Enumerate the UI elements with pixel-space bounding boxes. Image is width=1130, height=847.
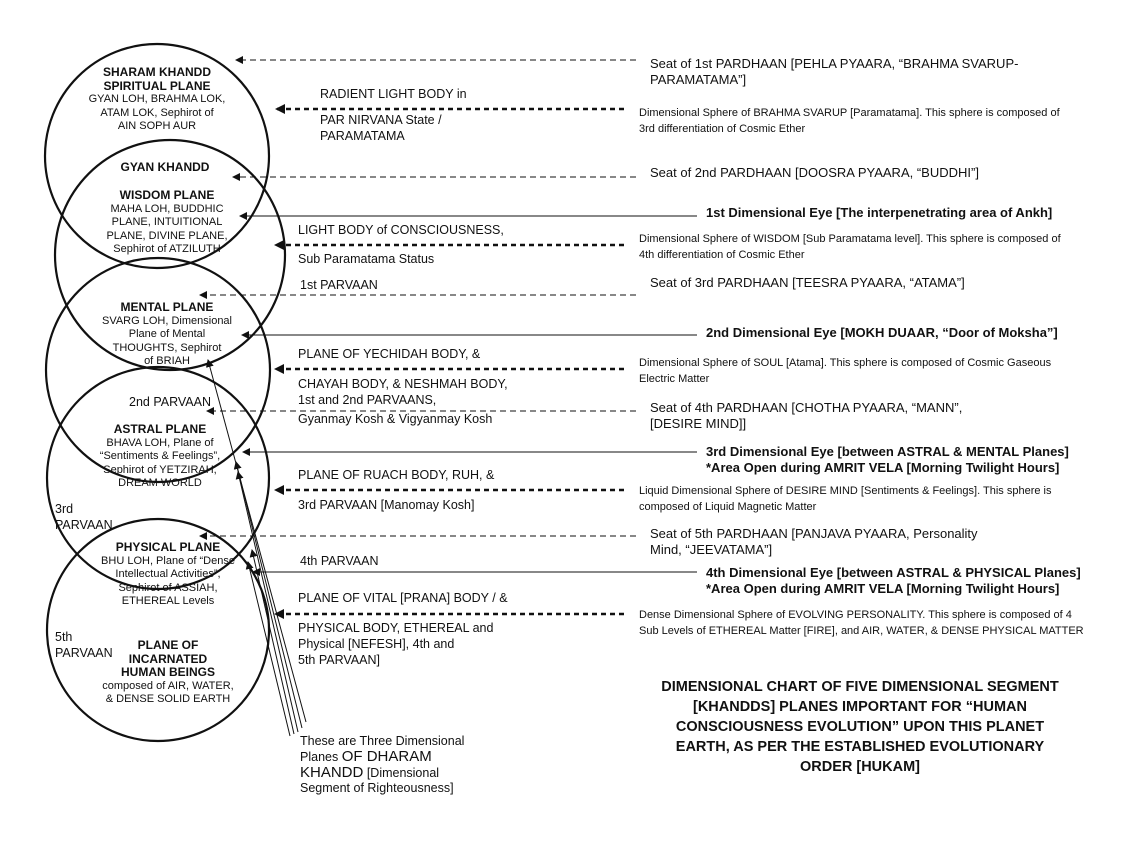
seat-1-line: Seat of 1st PARDHAAN [PEHLA PYAARA, “BRAHMA SVARUP- <box>650 56 1019 71</box>
body-ruach-line: 3rd PARVAAN [Manomay Kosh] <box>298 498 475 512</box>
dharam-note-part: Planes <box>300 750 342 764</box>
parvaan-3-label <box>55 501 113 533</box>
parvaan-4-label: 4th PARVAAN <box>300 554 379 568</box>
sphere-astral-text <box>85 423 235 491</box>
body-ruach-label <box>298 467 494 513</box>
dharam-note-line <box>300 749 464 765</box>
seat-5-label <box>650 526 978 558</box>
sphere-physical-line: Intellectual Activities”, <box>115 568 221 580</box>
dim-sphere-evolving <box>639 607 1084 639</box>
dim-sphere-wisdom <box>639 231 1061 263</box>
parvaan-1-label: 1st PARVAAN <box>300 278 378 292</box>
chart-title-line: EARTH, AS PER THE ESTABLISHED EVOLUTIONARY <box>675 739 1045 755</box>
pointer-dharam-astral <box>236 462 302 728</box>
body-yechidah-label <box>298 346 508 427</box>
chart-title-line: DIMENSIONAL CHART OF FIVE DIMENSIONAL SEGMENT <box>661 679 1059 695</box>
body-ruach-line: PLANE OF RUACH BODY, RUH, & <box>298 468 495 482</box>
pointer-dharam-physical-2 <box>248 562 290 736</box>
sphere-astral-plane: ASTRAL PLANE <box>113 422 207 436</box>
seat-5-line: Mind, “JEEVATAMA”] <box>650 542 773 557</box>
body-light-line: LIGHT BODY of CONSCIOUSNESS, <box>298 223 504 237</box>
body-light-label <box>298 222 504 267</box>
parvaan-5-label <box>55 629 113 661</box>
sphere-incarnated-title: PLANE OF <box>137 638 199 652</box>
body-radient-label <box>320 86 467 144</box>
dharam-note-emphasis: KHANDD <box>300 764 364 781</box>
sphere-incarnated-line: composed of AIR, WATER, <box>102 679 234 692</box>
parvaan-5-line: PARVAAN <box>55 646 113 660</box>
dharam-note-emphasis: OF DHARAM <box>341 748 432 765</box>
sphere-sharam-line: ATAM LOK, Sephirot of <box>100 106 214 119</box>
dim-sphere-evolving-line: Dense Dimensional Sphere of EVOLVING PERSONALITY. This sphere is composed of 4 <box>639 609 1072 621</box>
sphere-gyan-text <box>92 189 242 257</box>
dharam-note-line: Segment of Righteousness] <box>300 781 454 795</box>
dharam-note-line: These are Three Dimensional <box>300 734 465 748</box>
chart-title-line: [KHANDDS] PLANES IMPORTANT FOR “HUMAN <box>692 699 1028 715</box>
sphere-mental-plane: MENTAL PLANE <box>120 300 214 314</box>
dim-sphere-soul-line: Dimensional Sphere of SOUL [Atama]. This sphere is composed of Cosmic Gaseous <box>639 357 1052 369</box>
sphere-sharam-plane: SPIRITUAL PLANE <box>103 78 211 93</box>
seat-5-line: Seat of 5th PARDHAAN [PANJAVA PYAARA, Personality <box>650 526 978 541</box>
dharam-note-line <box>300 765 464 781</box>
parvaan-5-line: 5th <box>55 630 73 644</box>
dim-sphere-brahma <box>639 105 1060 137</box>
sphere-mental-text <box>92 301 242 369</box>
sphere-sharam-name: SHARAM KHANDD <box>103 65 211 79</box>
sphere-sharam-line: AIN SOPH AUR <box>117 120 197 132</box>
sphere-gyan-plane: WISDOM PLANE <box>119 188 215 202</box>
seat-3-label: Seat of 3rd PARDHAAN [TEESRA PYAARA, “ATAMA”] <box>650 275 965 290</box>
sphere-incarnated-text <box>93 639 243 707</box>
eye-4-line: 4th Dimensional Eye [between ASTRAL & PHYSICAL Planes] <box>706 565 1081 580</box>
body-vital-line: 5th PARVAAN] <box>298 653 380 667</box>
seat-4-line: Seat of 4th PARDHAAN [CHOTHA PYAARA, “MANN”, <box>650 400 963 415</box>
chart-title-line: ORDER [HUKAM] <box>799 759 920 775</box>
sphere-gyan-line: PLANE, INTUITIONAL <box>111 216 223 228</box>
eye-4-line: *Area Open during AMRIT VELA [Morning Twilight Hours] <box>706 581 1060 596</box>
chart-title <box>622 677 1098 777</box>
parvaan-2-label: 2nd PARVAAN <box>129 395 211 409</box>
body-yechidah-line: PLANE OF YECHIDAH BODY, & <box>298 347 481 361</box>
body-light-line: Sub Paramatama Status <box>298 252 435 266</box>
dim-sphere-desire-line: composed of Liquid Magnetic Matter <box>639 501 817 513</box>
parvaan-3-line: PARVAAN <box>55 518 113 532</box>
sphere-mental-line: Plane of Mental <box>128 328 206 340</box>
dim-sphere-brahma-line: Dimensional Sphere of BRAHMA SVARUP [Paramatama]. This sphere is composed of <box>639 107 1060 119</box>
sphere-astral-line: BHAVA LOH, Plane of <box>106 436 214 449</box>
sphere-incarnated-title: HUMAN BEINGS <box>120 665 215 679</box>
sphere-physical-text <box>93 541 243 609</box>
sphere-physical-line: ETHEREAL Levels <box>121 595 215 607</box>
body-vital-line: Physical [NEFESH], 4th and <box>298 637 455 651</box>
eye-3-label <box>706 444 1069 476</box>
sphere-sharam-line: GYAN LOH, BRAHMA LOK, <box>88 93 226 105</box>
body-vital-label <box>298 590 508 668</box>
sphere-gyan-line: PLANE, DIVINE PLANE, <box>106 229 228 242</box>
sphere-physical-line: BHU LOH, Plane of “Dense <box>101 554 235 567</box>
parvaan-3-line: 3rd <box>55 502 74 516</box>
body-radient-line: PAR NIRVANA State / <box>320 113 442 127</box>
sphere-gyan-line: MAHA LOH, BUDDHIC <box>110 202 224 215</box>
sphere-sharam-text <box>82 66 232 134</box>
dim-sphere-desire-line: Liquid Dimensional Sphere of DESIRE MIND [Sentiments & Feelings]. This sphere is <box>639 485 1052 497</box>
body-radient-line: PARAMATAMA <box>320 129 405 143</box>
body-vital-line: PHYSICAL BODY, ETHEREAL and <box>298 621 494 635</box>
sphere-incarnated-line: & DENSE SOLID EARTH <box>105 693 231 705</box>
eye-3-line: *Area Open during AMRIT VELA [Morning Twilight Hours] <box>706 460 1060 475</box>
body-vital-line: PLANE OF VITAL [PRANA] BODY / & <box>298 591 508 605</box>
sphere-gyan-line: Sephirot of ATZILUTH <box>113 243 221 255</box>
sphere-mental-line: of BRIAH <box>144 355 190 367</box>
seat-4-label <box>650 400 962 432</box>
seat-1-label <box>650 56 1018 88</box>
dim-sphere-wisdom-line: 4th differentiation of Cosmic Ether <box>639 249 805 261</box>
seat-2-label: Seat of 2nd PARDHAAN [DOOSRA PYAARA, “BUDDHI”] <box>650 165 979 180</box>
dharam-note-part: [Dimensional <box>363 766 440 780</box>
dim-sphere-soul <box>639 355 1051 387</box>
dim-sphere-desire <box>639 483 1051 515</box>
seat-4-line: [DESIRE MIND]] <box>650 416 747 431</box>
pointer-dharam-astral-2 <box>238 472 298 732</box>
body-yechidah-line: CHAYAH BODY, & NESHMAH BODY, <box>298 377 508 391</box>
dim-sphere-evolving-line: Sub Levels of ETHEREAL Matter [FIRE], and AIR, WATER, & DENSE PHYSICAL MATTER <box>639 625 1084 637</box>
sphere-astral-line: DREAM WORLD <box>118 477 202 489</box>
sphere-physical-plane: PHYSICAL PLANE <box>115 540 221 554</box>
sphere-gyan-name <box>90 161 240 175</box>
sphere-incarnated-title: INCARNATED <box>128 651 208 666</box>
sphere-gyan-name-text: GYAN KHANDD <box>120 160 210 174</box>
eye-3-line: 3rd Dimensional Eye [between ASTRAL & MENTAL Planes] <box>706 444 1069 459</box>
seat-1-line: PARAMATAMA”] <box>650 72 747 87</box>
sphere-physical-line: Sephirot of ASSIAH, <box>118 581 218 594</box>
sphere-mental-line: THOUGHTS, Sephirot <box>112 341 222 354</box>
body-yechidah-line: 1st and 2nd PARVAANS, <box>298 393 437 407</box>
dim-sphere-brahma-line: 3rd differentiation of Cosmic Ether <box>639 123 806 135</box>
dim-sphere-wisdom-line: Dimensional Sphere of WISDOM [Sub Paramatama level]. This sphere is composed of <box>639 233 1061 245</box>
eye-2-label: 2nd Dimensional Eye [MOKH DUAAR, “Door of Moksha”] <box>706 325 1058 340</box>
body-radient-line: RADIENT LIGHT BODY in <box>320 87 467 101</box>
sphere-mental-line: SVARG LOH, Dimensional <box>101 314 232 327</box>
sphere-astral-line: Sephirot of YETZIRAH, <box>103 463 217 476</box>
dharam-note <box>300 734 464 796</box>
chart-title-line: CONSCIOUSNESS EVOLUTION” UPON THIS PLANET <box>675 719 1045 735</box>
body-yechidah-line: Gyanmay Kosh & Vigyanmay Kosh <box>298 412 493 426</box>
eye-1-label: 1st Dimensional Eye [The interpenetrating area of Ankh] <box>706 205 1053 220</box>
dim-sphere-soul-line: Electric Matter <box>639 373 710 385</box>
pointer-dharam-physical <box>252 550 294 734</box>
sphere-astral-line: “Sentiments & Feelings”, <box>99 450 221 462</box>
eye-4-label <box>706 565 1081 597</box>
